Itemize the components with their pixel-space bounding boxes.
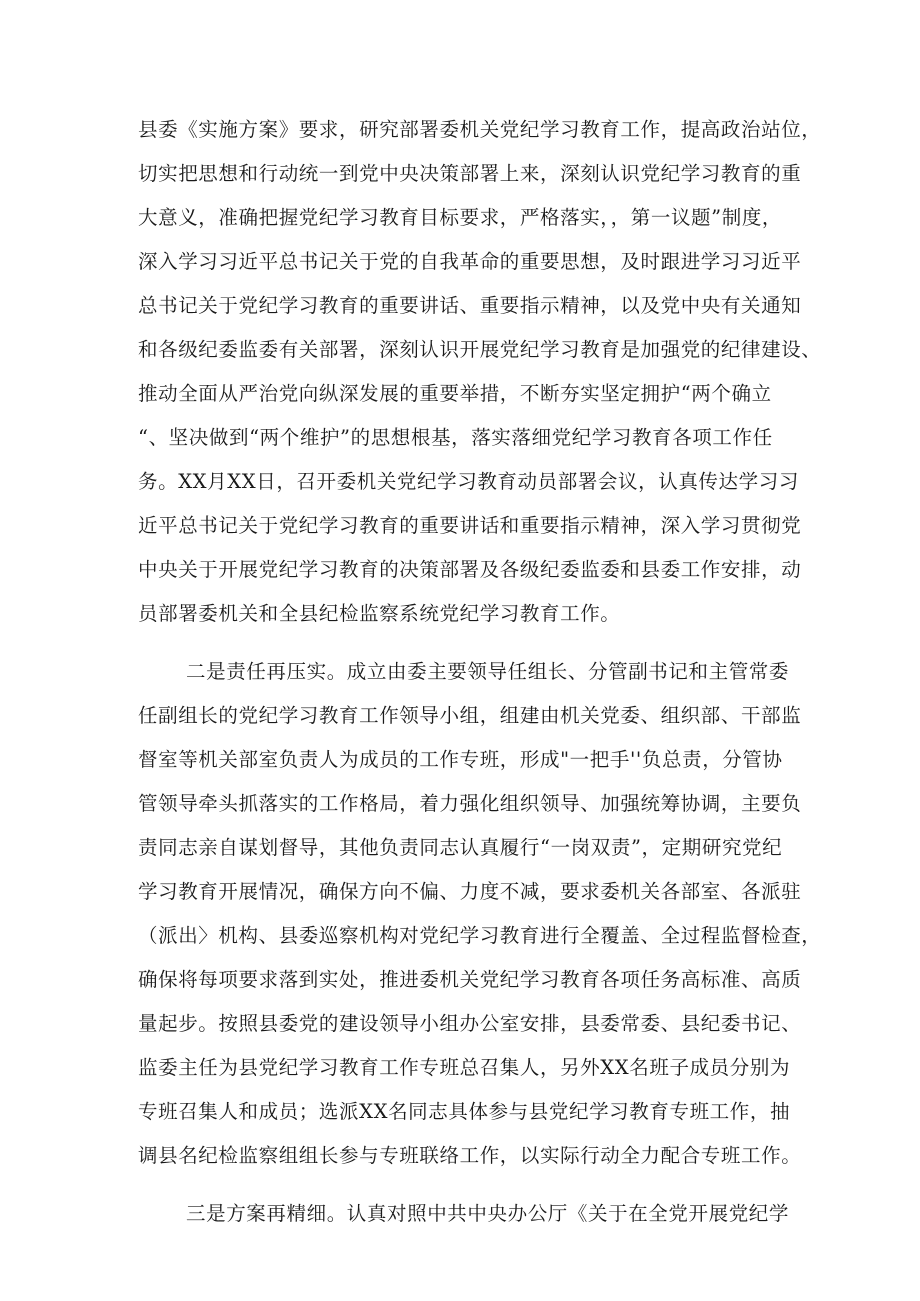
paragraph-line: 中央关于开展党纪学习教育的决策部署及各级纪委监委和县委工作安排，动 xyxy=(138,558,802,581)
paragraph-line: 专班召集人和成员；选派XX名同志具体参与县党纪学习教育专班工作，抽 xyxy=(138,1100,791,1123)
paragraph-line: 务。XX月XX日，召开委机关党纪学习教育动员部署会议，认真传达学习习 xyxy=(138,470,799,493)
paragraph-line: 三是方案再精细。认真对照中共中央办公厅《关于在全党开展党纪学 xyxy=(186,1202,790,1225)
paragraph-line: 近平总书记关于党纪学习教育的重要讲话和重要指示精神，深入学习贯彻党 xyxy=(138,514,802,537)
paragraph-line: 监委主任为县党纪学习教育工作专班总召集人，另外XX名班子成员分别为 xyxy=(138,1056,791,1079)
paragraph-line: 推动全面从严治党向纵深发展的重要举措，不断夯实坚定拥护“两个确立 xyxy=(138,382,772,405)
paragraph-line: 大意义，准确把握党纪学习教育目标要求，严格落实，，第一议题”制度， xyxy=(138,206,783,229)
paragraph-line: 管领导牵头抓落实的工作格局，着力强化组织领导、加强统筹协调，主要负 xyxy=(138,792,802,815)
paragraph-line: 确保将每项要求落到实处，推进委机关党纪学习教育各项任务高标准、高质 xyxy=(138,968,802,991)
paragraph-line: 深入学习习近平总书记关于党的自我革命的重要思想，及时跟进学习习近平 xyxy=(138,250,802,273)
paragraph-line: 任副组长的党纪学习教育工作领导小组，组建由机关党委、组织部、干部监 xyxy=(138,704,802,727)
paragraph-line: 总书记关于党纪学习教育的重要讲话、重要指示精神，以及党中央有关通知 xyxy=(138,294,802,317)
paragraph-line: 县委《实施方案》要求，研究部署委机关党纪学习教育工作，提高政治站位， xyxy=(138,118,822,141)
paragraph-line: 切实把思想和行动统一到党中央决策部署上来，深刻认识党纪学习教育的重 xyxy=(138,162,802,185)
paragraph-line: 量起步。按照县委党的建设领导小组办公室安排，县委常委、县纪委书记、 xyxy=(138,1012,802,1035)
paragraph-line: “、坚决做到“两个维护”的思想根基，落实落细党纪学习教育各项工作任 xyxy=(138,426,773,449)
paragraph-line: 二是责任再压实。成立由委主要领导任组长、分管副书记和主管常委 xyxy=(186,660,790,683)
paragraph-line: 学习教育开展情况，确保方向不偏、力度不减，要求委机关各部室、各派驻 xyxy=(138,880,802,903)
paragraph-line: 督室等机关部室负责人为成员的工作专班，形成"一把手''负总责，分管协 xyxy=(138,748,783,771)
paragraph-line: 员部署委机关和全县纪检监察系统党纪学习教育工作。 xyxy=(138,602,621,625)
paragraph-line: 调县名纪检监察组组长参与专班联络工作，以实际行动全力配合专班工作。 xyxy=(138,1144,802,1167)
paragraph-line: （派出〉机构、县委巡察机构对党纪学习教育进行全覆盖、全过程监督检查， xyxy=(138,924,822,947)
paragraph-line: 和各级纪委监委有关部署，深刻认识开展党纪学习教育是加强党的纪律建设、 xyxy=(138,338,822,361)
paragraph-line: 责同志亲自谋划督导，其他负责同志认真履行“一岗双责”，定期研究党纪 xyxy=(138,836,783,859)
